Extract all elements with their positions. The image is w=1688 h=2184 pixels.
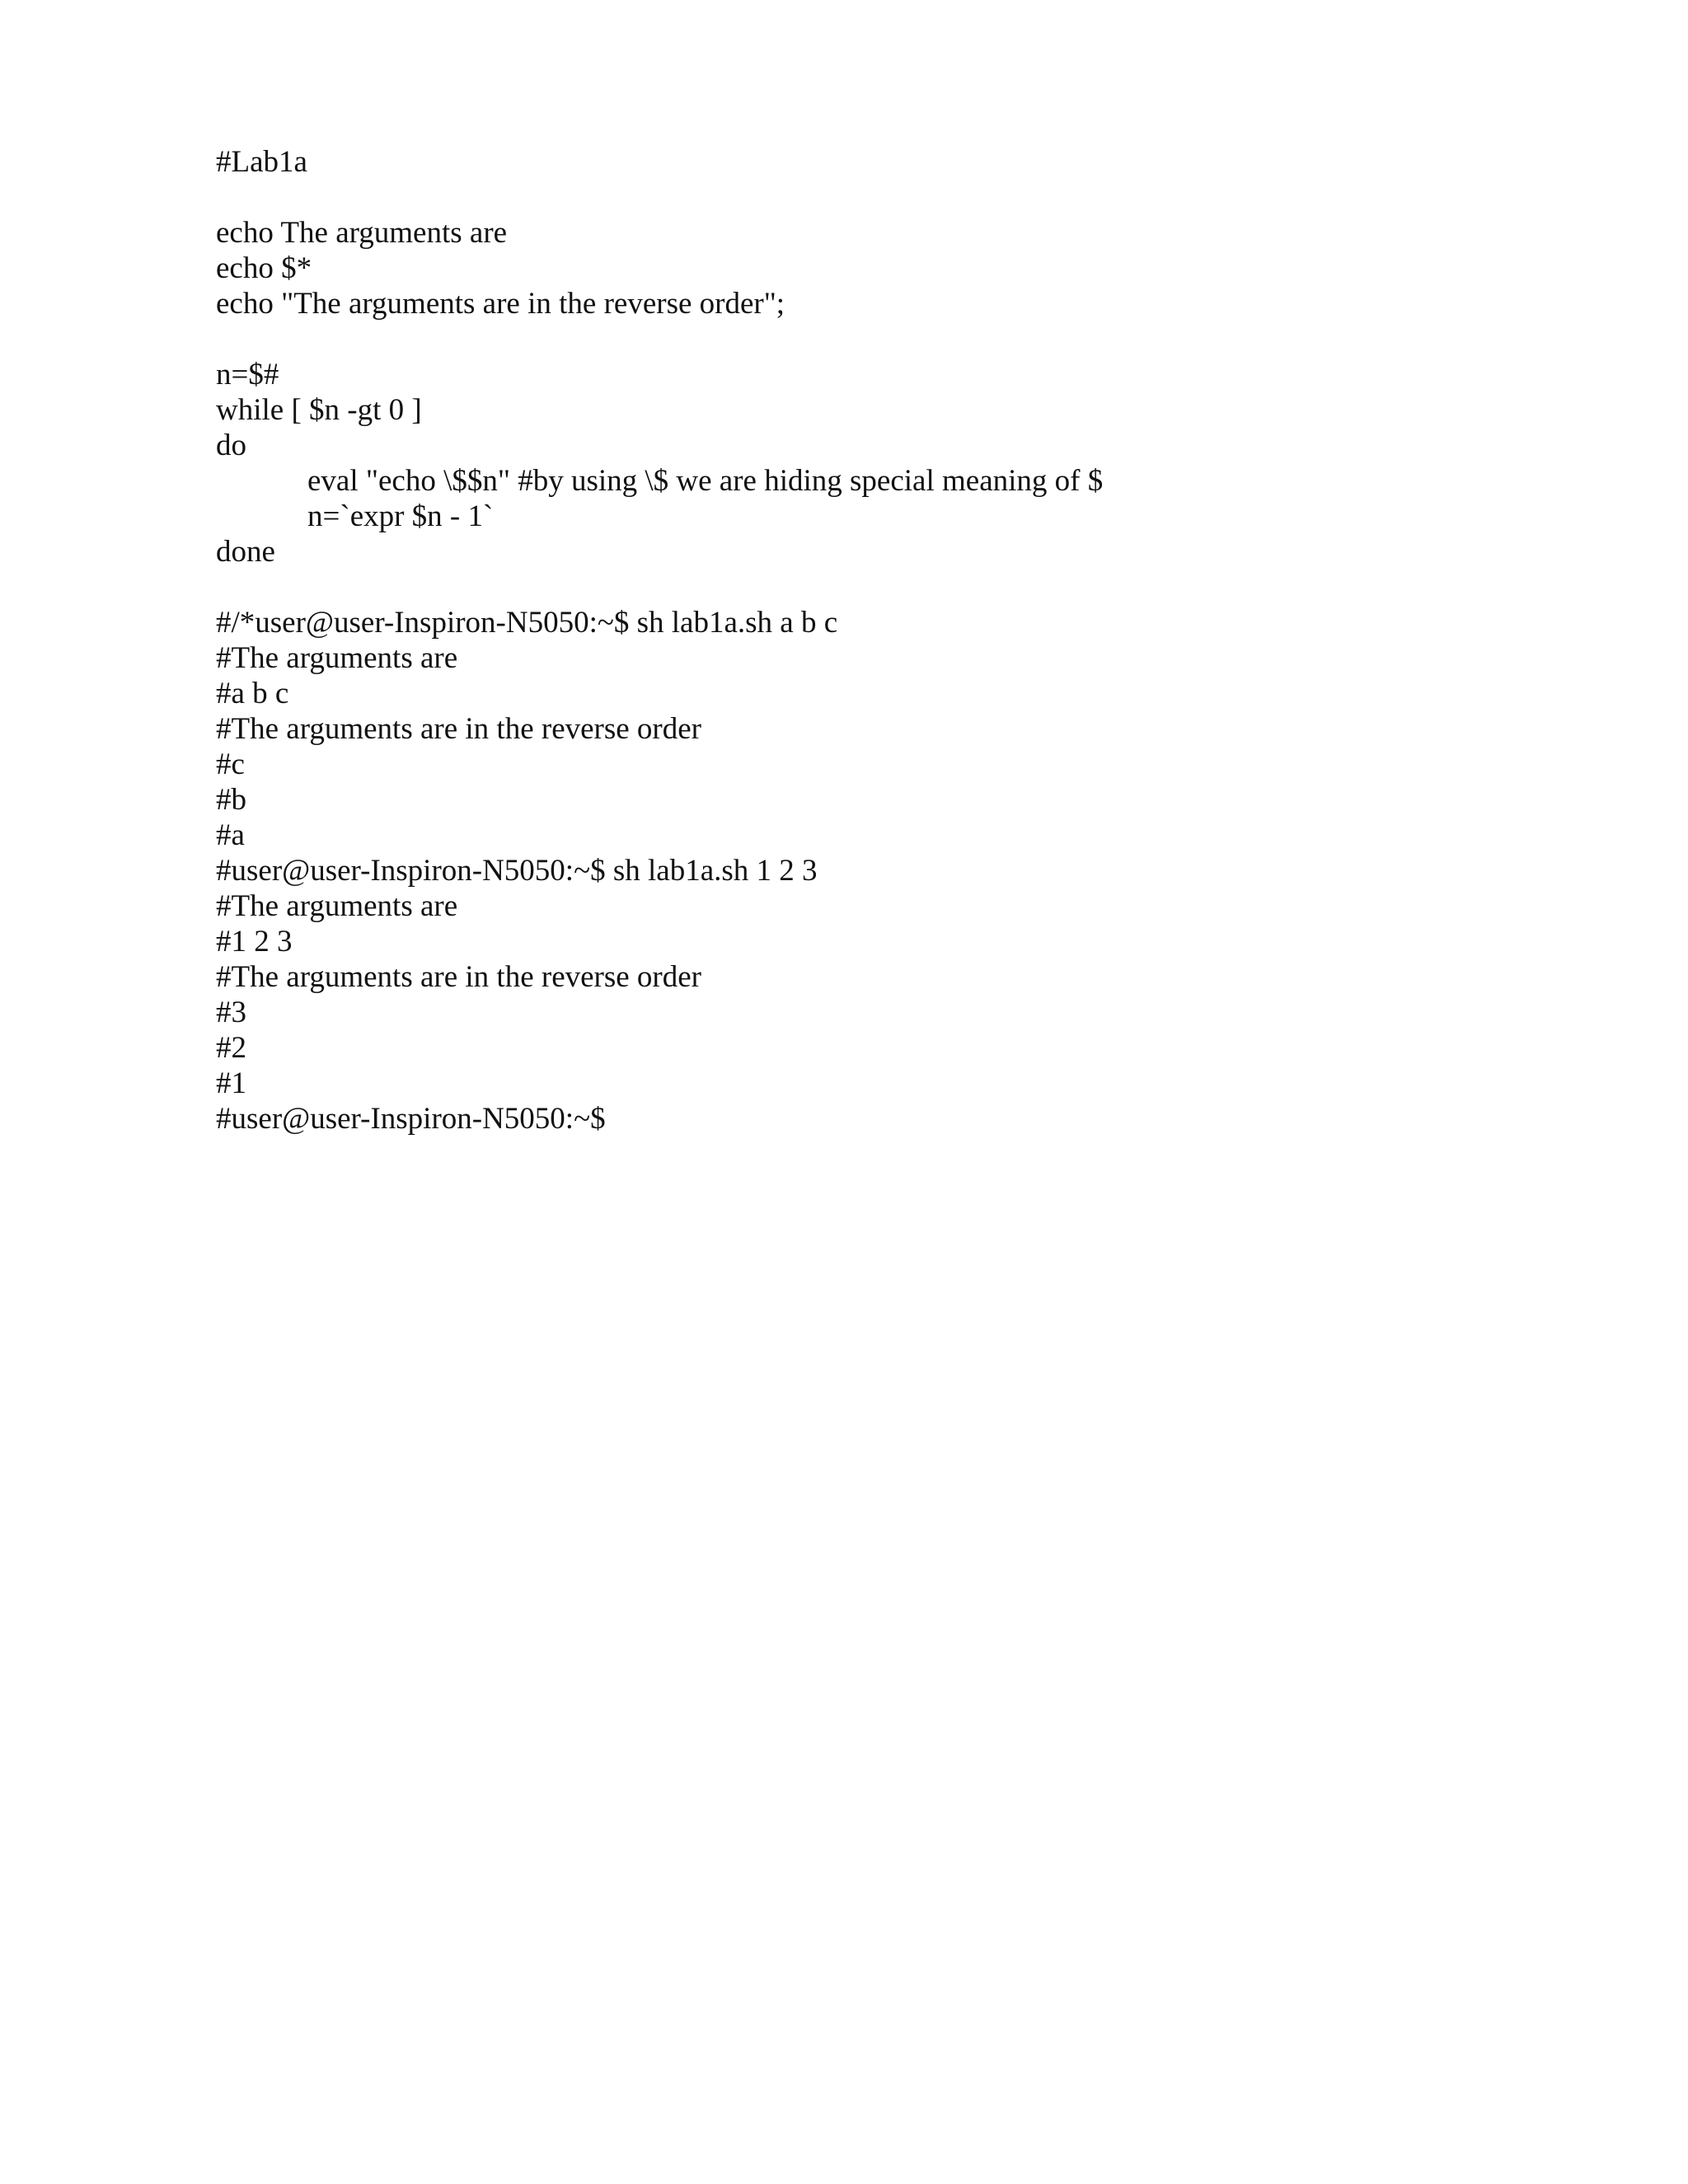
code-line: echo "The arguments are in the reverse order"; (216, 287, 785, 321)
code-line: while [ $n -gt 0 ] (216, 393, 422, 427)
output-comment-line: #The arguments are in the reverse order (216, 712, 702, 746)
output-comment-line: #1 (216, 1066, 246, 1100)
code-line-indented: n=`expr $n - 1` (307, 499, 494, 533)
output-comment-line: #1 2 3 (216, 925, 293, 958)
blank-line (216, 569, 1535, 605)
document-body (216, 144, 1535, 1137)
code-line: done (216, 535, 275, 569)
output-comment-line: #/*user@user-Inspiron-N5050:~$ sh lab1a.sh a b c (216, 606, 838, 640)
blank-line (216, 180, 1535, 215)
output-comment-line: #user@user-Inspiron-N5050:~$ sh lab1a.sh 1 2 3 (216, 854, 818, 888)
blank-line (216, 321, 1535, 357)
output-comment-line: #a (216, 818, 245, 852)
output-comment-line: #c (216, 748, 245, 781)
output-comment-line: #The arguments are in the reverse order (216, 960, 702, 994)
code-line: echo $* (216, 251, 312, 285)
code-line: do (216, 429, 246, 462)
code-line: echo The arguments are (216, 216, 508, 250)
output-comment-line: #b (216, 783, 246, 817)
output-comment-line: #user@user-Inspiron-N5050:~$ (216, 1102, 606, 1136)
script-title: #Lab1a (216, 145, 307, 179)
code-line: n=$# (216, 358, 279, 391)
output-comment-line: #a b c (216, 677, 289, 710)
output-comment-line: #The arguments are (216, 641, 458, 675)
output-comment-line: #The arguments are (216, 889, 458, 923)
code-line-indented: eval "echo \$$n" #by using \$ we are hiding special meaning of $ (307, 464, 1104, 498)
output-comment-line: #2 (216, 1031, 246, 1065)
output-comment-line: #3 (216, 996, 246, 1029)
